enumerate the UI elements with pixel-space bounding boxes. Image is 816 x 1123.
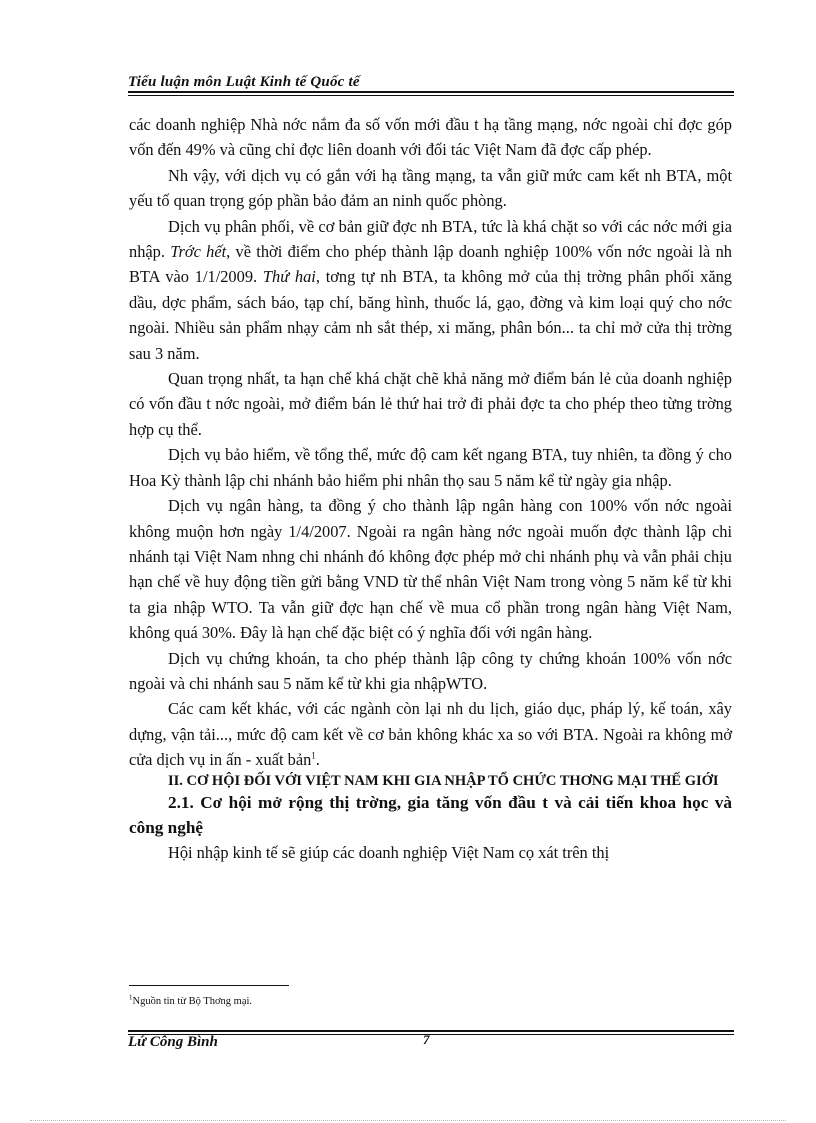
header-rule <box>128 91 734 93</box>
body-text <box>129 112 732 866</box>
footer-rule-thin <box>128 1034 734 1035</box>
footer-rule <box>128 1030 734 1032</box>
section-heading: II. CƠ HỘI ĐỐI VỚI VIỆT NAM KHI GIA NHẬP TỔ CHỨC THƠNG MẠI THẾ GIỚI <box>168 772 719 789</box>
subsection-heading: 2.1. Cơ hội mở rộng thị trờng, gia tăng vốn đầu t và cải tiến khoa học và công nghệ <box>129 792 732 837</box>
italic-run: Trớc hết <box>170 242 227 262</box>
page-edge-dots <box>30 1120 786 1121</box>
page-number: 7 <box>423 1032 430 1047</box>
paragraph <box>129 696 732 772</box>
footnote-mark: 1 <box>129 993 133 1002</box>
paragraph: Quan trọng nhất, ta hạn chế khá chặt chẽ khả năng mở điểm bán lẻ của doanh nghiệp có vốn đầu t nớc ngoài, mở điểm bán lẻ thứ hai trở đi phải đợc ta cho phép theo từng trờng hợp cụ thể. <box>129 369 732 439</box>
header-rule-thin <box>128 95 734 96</box>
paragraph: Dịch vụ bảo hiểm, về tổng thể, mức độ cam kết ngang BTA, tuy nhiên, ta đồng ý cho Hoa Kỳ thành lập chi nhánh bảo hiểm phi nhân thọ sau 5 năm kể từ ngày gia nhập. <box>129 445 732 490</box>
text-run: . <box>315 750 320 770</box>
paragraph: các doanh nghiệp Nhà nớc nắm đa số vốn mới đầu t hạ tầng mạng, nớc ngoài chỉ đợc góp vốn đến 49% và cũng chỉ đợc liên doanh với đối tác Việt Nam đã đợc cấp phép. <box>129 115 732 160</box>
text-run: , tơng tự nh BTA, ta không mở của thị trờng phân phối xăng dầu, dợc phẩm, sách báo, tạp chí, băng hình, thuốc lá, gạo, đờng và kim loại quý cho nớc ngoài. Nhiều sản phẩm nhạy cảm nh sắt thép, xi măng, phân bón... ta chỉ mở cửa thị trờng sau 3 năm. <box>129 267 732 363</box>
paragraph: Nh vậy, với dịch vụ có gắn với hạ tầng mạng, ta vẫn giữ mức cam kết nh BTA, một yếu tố quan trọng góp phần bảo đảm an ninh quốc phòng. <box>129 165 732 211</box>
footnote-text: Nguồn tin từ Bộ Thơng mại. <box>132 996 253 1007</box>
text-run: Các cam kết khác, với các ngành còn lại nh du lịch, giáo dục, pháp lý, kế toán, xây dựng, vận tải..., mức độ cam kết về cơ bản không khác xa so với BTA. Ngoài ra không mở cửa dịch vụ in ấn - xuất bản <box>129 699 732 770</box>
italic-run: Thứ hai <box>262 267 316 287</box>
paragraph: Dịch vụ ngân hàng, ta đồng ý cho thành lập ngân hàng con 100% vốn nớc ngoài không muộn hơn ngày 1/4/2007. Ngoài ra ngân hàng nớc ngoài muốn đợc thành lập chi nhánh tại Việt Nam nhng chi nhánh đó không đợc phép mở chi nhánh phụ và vẫn phải chịu hạn chế về huy động tiền gửi bằng VND từ thể nhân Việt Nam trong vòng 5 năm kể từ khi ta gia nhập WTO. Ta vẫn giữ đợc hạn chế về mua cổ phần trong ngân hàng Việt Nam, không quá 30%. Đây là hạn chế đặc biệt có ý nghĩa đối với ngân hàng. <box>129 496 732 643</box>
paragraph: Hội nhập kinh tế sẽ giúp các doanh nghiệp Việt Nam cọ xát trên thị <box>168 843 610 863</box>
paragraph: Dịch vụ chứng khoán, ta cho phép thành lập công ty chứng khoán 100% vốn nớc ngoài và chi nhánh sau 5 năm kể từ khi gia nhậpWTO. <box>129 648 732 693</box>
text-run: Dịch vụ phân phối, về cơ bản giữ đợc nh BTA, tức là khá chặt so với các nớc mới gia nhập. <box>129 216 732 262</box>
footnote-separator <box>129 985 289 986</box>
footnote <box>129 995 252 1009</box>
text-run: , về thời điểm cho phép thành lập doanh nghiệp 100% vốn nớc ngoài là nh BTA vào 1/1/2009. <box>129 242 732 287</box>
footer-author: Lứ Công Bình <box>128 1034 218 1050</box>
paragraph <box>129 214 732 366</box>
footnote-reference[interactable]: 1 <box>311 750 316 761</box>
header-title: Tiểu luận môn Luật Kinh tế Quốc tế <box>128 74 360 90</box>
